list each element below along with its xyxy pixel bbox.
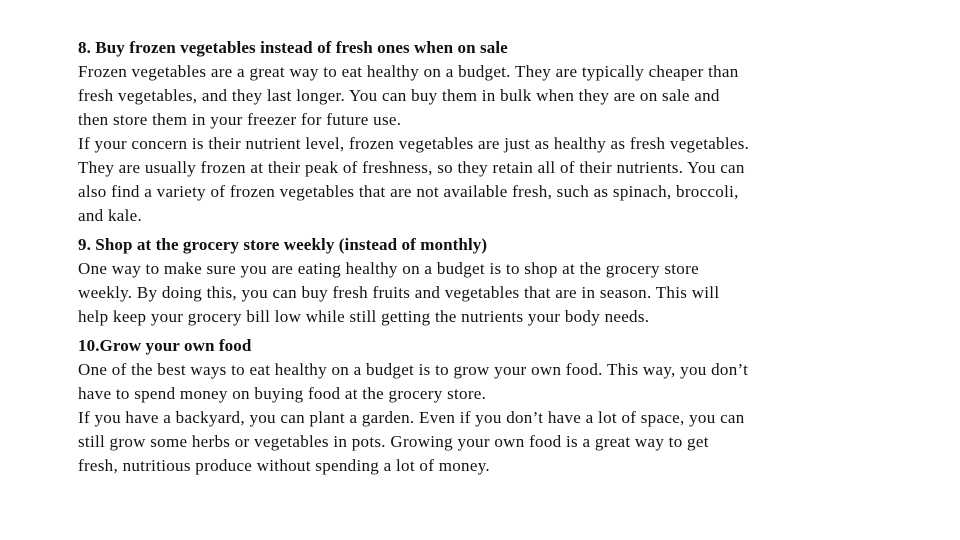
- paragraph-line: help keep your grocery bill low while still getting the nutrients your body needs.: [78, 307, 650, 326]
- paragraph-line: then store them in your freezer for future use.: [78, 110, 402, 129]
- paragraph-line: also find a variety of frozen vegetables that are not available fresh, such as spinach, broccoli,: [78, 182, 739, 201]
- paragraph-line: Frozen vegetables are a great way to eat healthy on a budget. They are typically cheaper than: [78, 62, 739, 81]
- paragraph-line: One of the best ways to eat healthy on a budget is to grow your own food. This way, you don’t: [78, 360, 749, 379]
- paragraph-line: fresh vegetables, and they last longer. You can buy them in bulk when they are on sale and: [78, 86, 720, 105]
- paragraph-line: still grow some herbs or vegetables in pots. Growing your own food is a great way to get: [78, 432, 709, 451]
- paragraph-line: One way to make sure you are eating healthy on a budget is to shop at the grocery store: [78, 259, 699, 278]
- paragraph-line: If your concern is their nutrient level, frozen vegetables are just as healthy as fresh vegetables.: [78, 134, 750, 153]
- section-heading: 10.Grow your own food: [78, 336, 252, 355]
- paragraph-line: and kale.: [78, 206, 143, 225]
- paragraph-line: weekly. By doing this, you can buy fresh fruits and vegetables that are in season. This will: [78, 283, 720, 302]
- paragraph-line: They are usually frozen at their peak of freshness, so they retain all of their nutrients. You can: [78, 158, 745, 177]
- section-heading: 8. Buy frozen vegetables instead of fresh ones when on sale: [78, 38, 508, 57]
- paragraph-line: If you have a backyard, you can plant a garden. Even if you don’t have a lot of space, you can: [78, 408, 745, 427]
- section-2: [78, 233, 749, 329]
- section-heading: 9. Shop at the grocery store weekly (instead of monthly): [78, 235, 488, 254]
- document-body: [78, 36, 749, 483]
- paragraph-line: have to spend money on buying food at the grocery store.: [78, 384, 487, 403]
- section-1: [78, 36, 749, 228]
- section-3: [78, 334, 749, 478]
- paragraph-line: fresh, nutritious produce without spending a lot of money.: [78, 456, 490, 475]
